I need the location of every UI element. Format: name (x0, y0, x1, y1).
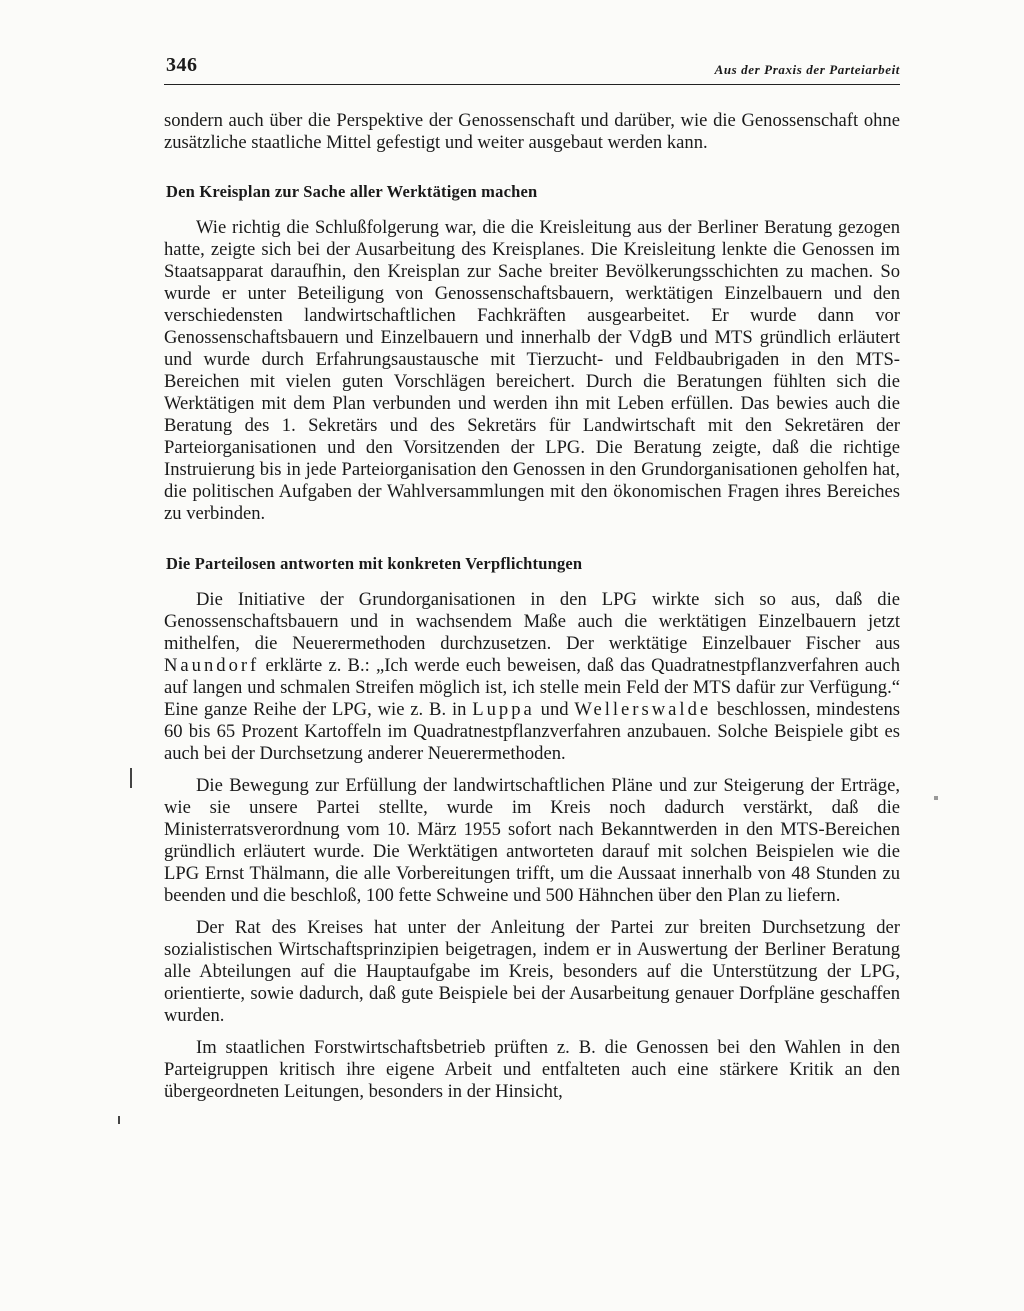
place-name-naundorf: Naundorf (164, 655, 260, 676)
margin-mark (130, 768, 132, 788)
paper-speck (934, 796, 938, 800)
paragraph-text: erklärte z. B.: „Ich werde euch beweisen, daß das Quadratnestpflanzverfahren auch auf langen und schmalen Streifen möglich ist, ich stelle mein Feld der MTS dafür zur Verfügung.“ Eine ganze Reihe der LPG, wie z. B. in (164, 655, 900, 720)
paragraph-initiative (164, 589, 900, 765)
paragraph-rat-des-kreises: Der Rat des Kreises hat unter der Anleitung der Partei zur breiten Durchsetzung der sozialistischen Wirtschaftsprinzipien beigetragen, indem er in Auswertung der Berliner Beratung alle Abteilungen auf die Hauptaufgabe im Kreis, besonders auf die Unterstützung der LPG, orientierte, sowie dadurch, daß gute Beispiele bei der Ausarbeitung genauer Dorfpläne geschaffen wurden. (164, 917, 900, 1026)
section-heading-kreisplan: Den Kreisplan zur Sache aller Werktätigen machen (166, 182, 538, 201)
paragraph-continuation: sondern auch über die Perspektive der Genossenschaft und darüber, wie die Genossenschaft ohne zusätzliche staatliche Mittel gefestigt und weiter ausgebaut werden kann. (164, 110, 900, 153)
paragraph-forstwirtschaft: Im staatlichen Forstwirtschaftsbetrieb prüften z. B. die Genossen bei den Wahlen in den Parteigruppen kritisch ihre eigene Arbeit und entfalteten auch eine stärkere Kritik an den übergeordneten Leitungen, besonders in der Hinsicht, (164, 1037, 900, 1102)
running-title: Aus der Praxis der Parteiarbeit (714, 62, 900, 77)
paragraph-kreisplan: Wie richtig die Schlußfolgerung war, die die Kreisleitung aus der Berliner Beratung gezogen hatte, zeigte sich bei der Ausarbeitung des Kreisplanes. Die Kreisleitung lenkte die Genossen im Staatsapparat daraufhin, den Kreisplan zur Sache breiter Bevölkerungsschichten zu machen. So wurde er unter Beteiligung von Genossenschaftsbauern, werktätigen Einzelbauern und den verschiedensten landwirtschaftlichen Fachkräften ausgearbeitet. Er wurde dann vor Genossenschaftsbauern und Einzelbauern und innerhalb der VdgB und MTS gründlich erläutert und wurde durch Erfahrungsaustausche mit Tierzucht- und Feldbaubrigaden in den MTS-Bereichen mit vielen guten Vorschlägen bereichert. Durch die Beratungen fühlten sich die Werktätigen mit dem Plan verbunden und werden ihn mit Leben erfüllen. Das bewies auch die Beratung des 1. Sekretärs und des Sekretärs für Landwirtschaft mit den Sekretären der Parteiorganisationen und den Vorsitzenden der LPG. Die Beratung zeigte, daß die richtige Instruierung bis in jede Parteiorganisation den Genossen in den Grundorganisationen geholfen hat, die politischen Aufgaben der Wahlversammlungen mit den ökonomischen Fragen ihres Bereiches zu verbinden. (164, 217, 900, 524)
page-body (164, 110, 900, 1103)
page-number: 346 (166, 54, 198, 76)
place-name-luppa: Luppa (472, 699, 535, 720)
section-heading-parteilosen: Die Parteilosen antworten mit konkreten Verpflichtungen (166, 554, 583, 573)
paragraph-text: Die Initiative der Grundorganisationen in den LPG wirkte sich so aus, daß die Genossenschaftsbauern und in wachsendem Maße auch die werktätigen Einzelbauern jetzt mithelfen, die Neuerermethoden durchzusetzen. Der werktätige Einzelbauer Fischer aus (164, 589, 900, 654)
place-name-wellerswalde: Wellerswalde (574, 699, 712, 720)
paragraph-text: und (534, 699, 575, 720)
page-header (164, 52, 900, 85)
margin-mark (118, 1116, 120, 1124)
paragraph-bewegung: Die Bewegung zur Erfüllung der landwirtschaftlichen Pläne und zur Steigerung der Erträge, wie sie unsere Partei stellte, wurde im Kreis noch dadurch verstärkt, daß die Ministerratsverordnung vom 10. März 1955 sofort nach Bekanntwerden in den MTS-Bereichen gründlich erläutert wurde. Die Werktätigen antworteten darauf mit solchen Beispielen wie die LPG Ernst Thälmann, die alle Vorbereitungen trifft, um die Aussaat innerhalb von 48 Stunden zu beenden und die beschloß, 100 fette Schweine und 500 Hähnchen über den Plan zu liefern. (164, 775, 900, 906)
paragraph-text: beschlossen, mindestens 60 bis 65 Prozent Kartoffeln im Quadratnestpflanzverfahren anzubauen. Solche Beispiele gibt es auch bei der Durchsetzung anderer Neuerermethoden. (164, 699, 900, 764)
